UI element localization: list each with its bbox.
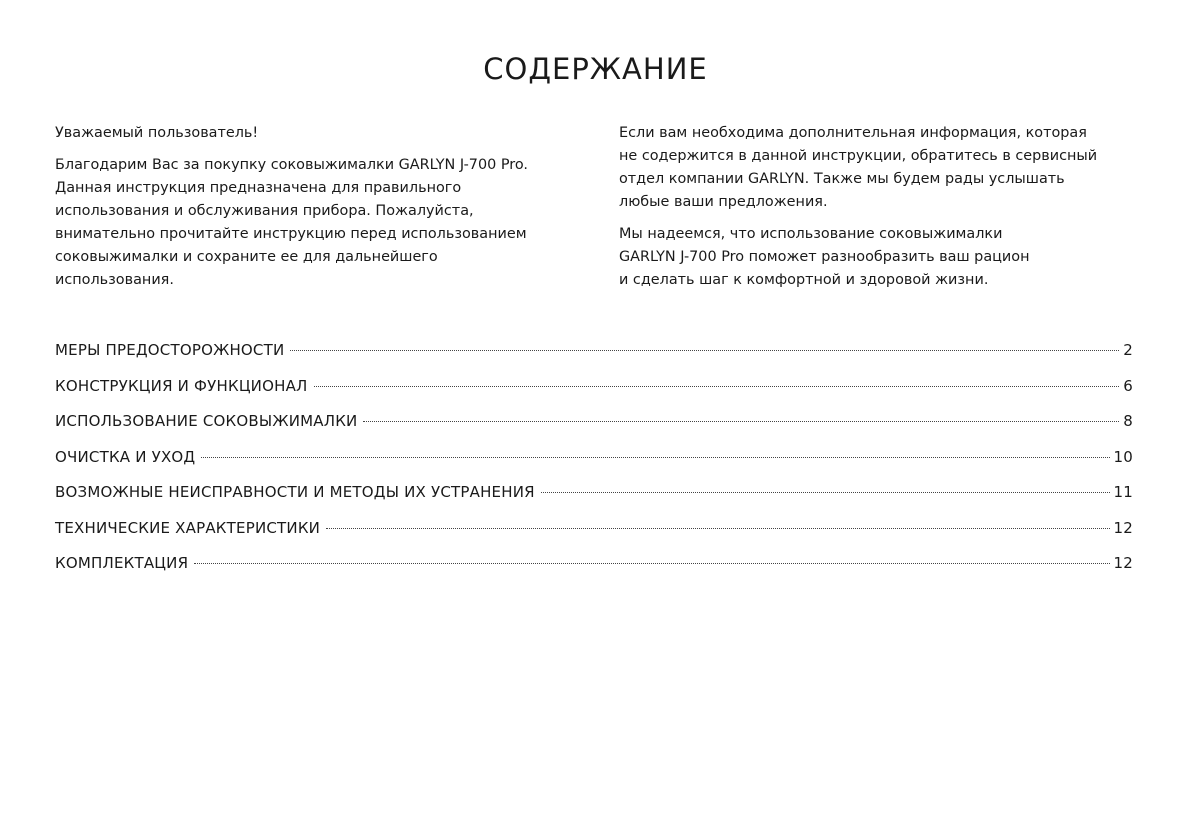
toc-page-number: 11 [1113, 483, 1133, 501]
toc-item-construction[interactable] [55, 377, 1133, 413]
toc-page-number: 6 [1123, 376, 1133, 395]
toc-dot-leader [194, 563, 1109, 564]
intro-left-column [55, 122, 595, 301]
toc-item-title: МЕРЫ ПРЕДОСТОРОЖНОСТИ [55, 341, 285, 359]
toc-item-title: ОЧИСТКА И УХОД [55, 447, 196, 466]
toc-item-title: ИСПОЛЬЗОВАНИЕ СОКОВЫЖИМАЛКИ [55, 412, 358, 430]
toc-dot-leader [314, 386, 1119, 387]
intro-section [55, 122, 1135, 301]
toc-item-usage[interactable] [55, 412, 1133, 448]
toc-dot-leader [201, 457, 1109, 458]
table-of-contents [55, 341, 1133, 590]
info-paragraph: Если вам необходима дополнительная информация, которая не содержится в данной инструкции, обратитесь в сервисный отдел компании GARLYN. Также мы будем рады услышать любые ваши предложения. [619, 125, 1098, 210]
toc-item-cleaning[interactable] [55, 448, 1133, 484]
toc-item-precautions[interactable] [55, 341, 1133, 377]
toc-dot-leader [541, 492, 1110, 493]
toc-page-number: 2 [1123, 341, 1133, 359]
toc-page-number: 12 [1113, 554, 1133, 572]
toc-item-package-contents[interactable] [55, 554, 1133, 590]
toc-page-number: 10 [1113, 447, 1133, 466]
toc-item-troubleshooting[interactable] [55, 483, 1133, 519]
toc-dot-leader [326, 528, 1109, 529]
toc-item-title: КОМПЛЕКТАЦИЯ [55, 554, 189, 572]
thanks-paragraph: Благодарим Вас за покупку соковыжималки GARLYN J-700 Pro. Данная инструкция предназначена для правильного использования и обслуживания прибора. Пожалуйста, внимательно прочитайте инструкцию перед использованием соковыжималки и сохраните ее для дальнейшего использования. [55, 157, 528, 288]
page-title: СОДЕРЖАНИЕ [483, 52, 708, 86]
wish-paragraph: Мы надеемся, что использование соковыжималки GARLYN J-700 Pro поможет разнообразить ваш рацион и сделать шаг к комфортной и здоровой жизни. [619, 226, 1030, 288]
intro-right-column [619, 122, 1135, 301]
greeting-paragraph: Уважаемый пользователь! [55, 125, 259, 141]
toc-dot-leader [290, 350, 1119, 351]
toc-item-title: ТЕХНИЧЕСКИЕ ХАРАКТЕРИСТИКИ [55, 518, 321, 537]
toc-dot-leader [363, 421, 1119, 422]
toc-page-number: 12 [1113, 518, 1133, 537]
toc-item-specifications[interactable] [55, 519, 1133, 555]
toc-page-number: 8 [1123, 412, 1133, 430]
toc-item-title: КОНСТРУКЦИЯ И ФУНКЦИОНАЛ [55, 376, 308, 395]
toc-item-title: ВОЗМОЖНЫЕ НЕИСПРАВНОСТИ И МЕТОДЫ ИХ УСТРАНЕНИЯ [55, 483, 535, 501]
